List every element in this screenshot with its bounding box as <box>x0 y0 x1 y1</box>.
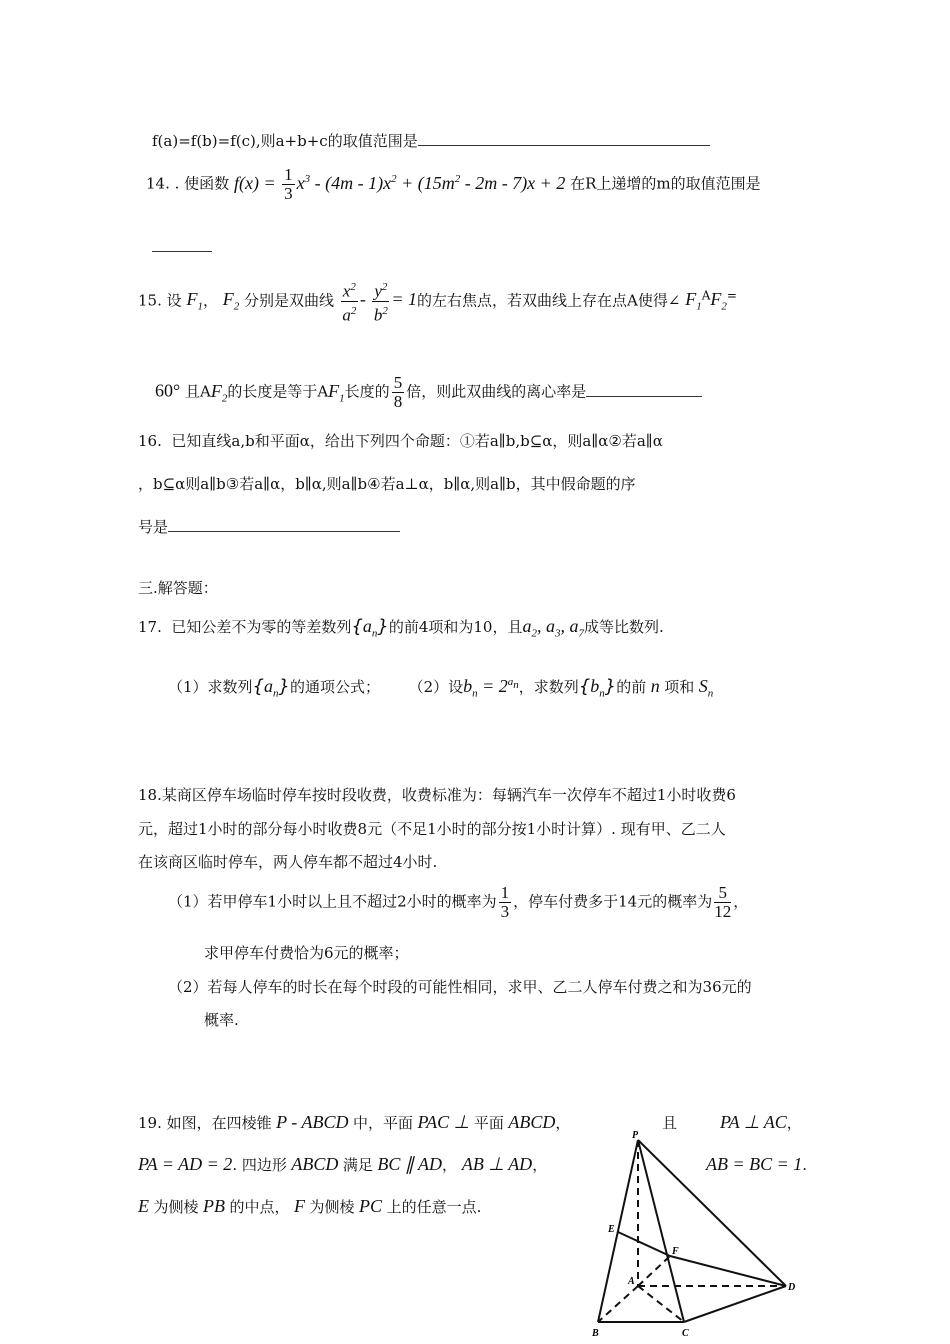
q13-tail-line <box>152 130 710 151</box>
q19-line1 <box>138 1112 570 1133</box>
edge-cd <box>684 1286 786 1322</box>
q16-number: 16. <box>138 432 162 450</box>
q19-b3: 满足 <box>342 1156 373 1174</box>
q16-answer-blank[interactable] <box>168 530 400 532</box>
q15-degree: 60° <box>155 380 181 401</box>
label-p: P <box>632 1130 639 1141</box>
q15-af2: $F_2$ <box>210 380 228 405</box>
q19-a1: 19. 如图，在四棱锥 <box>138 1114 272 1132</box>
q19-pb: PB <box>198 1196 230 1216</box>
label-b: B <box>592 1328 599 1339</box>
q16-line1 <box>138 430 663 451</box>
q17-text1: 已知公差不为零的等差数列 <box>171 618 352 636</box>
q17-p2-seq: $\{b_n\}$ <box>578 676 617 700</box>
q18-p1-line <box>168 884 748 921</box>
q17-p1: （1）求数列 <box>168 678 253 696</box>
q15-answer-blank[interactable] <box>586 395 702 397</box>
q14-blank-line <box>152 238 212 256</box>
q19-pyramid: P - ABCD <box>271 1112 353 1132</box>
q15-qie: 且A <box>184 382 211 401</box>
q15-ratio: $\frac{5}{8}$ <box>393 373 403 411</box>
q14-answer-blank[interactable] <box>152 250 212 252</box>
q15-line1: 15. 设 $F_1$， $F_2$ 分别是双曲线 $\frac{x^2}{a^2}$ - $\frac{y^2}{b^2}$ = 1的左右焦点，若双曲线上存在点A使得∠ $F_1^AF_2^=$ <box>138 278 737 324</box>
edge-pc <box>638 1140 684 1322</box>
label-f: F <box>672 1246 679 1257</box>
q16-line2 <box>138 473 636 494</box>
q17-text3: 成等比数列. <box>583 618 664 636</box>
q16-line3 <box>138 516 400 537</box>
q17-p2c: 的前 <box>616 678 647 696</box>
q15-len2: 长度的 <box>344 382 390 401</box>
q14-line <box>146 166 761 203</box>
q19-ab-perp-ad: AB ⊥ AD <box>461 1154 533 1174</box>
q19-a3: 平面 <box>473 1114 504 1132</box>
label-e: E <box>608 1224 615 1235</box>
q17-number: 17. <box>138 618 162 636</box>
q18-line1: 18.某商区停车场临时停车按时段收费，收费标准为：每辆汽车一次停车不超过1小时收费6 <box>138 786 736 804</box>
q15-angle-a: A <box>701 288 711 303</box>
q17-parts <box>168 676 713 700</box>
q15-fenbie: 分别是双曲线 <box>244 291 335 310</box>
q19-plane-abcd: ABCD <box>503 1112 556 1132</box>
q19-a2: 中，平面 <box>352 1114 413 1132</box>
q18-frac-5-12: $\frac{5}{12}$ <box>714 883 732 921</box>
q17-p2b: ，求数列 <box>518 678 579 696</box>
label-d: D <box>788 1282 796 1293</box>
q17-p2d: 项和 <box>664 678 695 696</box>
q18-p1d: 求甲停车付费恰为6元的概率； <box>204 944 409 962</box>
q19-c4: 上的任意一点. <box>386 1198 482 1216</box>
q17-p1b: 的通项公式； <box>289 678 380 696</box>
q14-prefix: . 使函数 <box>174 174 230 193</box>
segment-af <box>638 1256 670 1286</box>
q15-angle-f1: $F_1$ <box>685 289 702 313</box>
q19-c1: 为侧棱 <box>153 1198 199 1216</box>
q17-sn: $S_n$ <box>694 676 714 700</box>
label-c: C <box>682 1328 689 1339</box>
q19-c2: 的中点， <box>229 1198 290 1216</box>
q18-p1a: （1）若甲停车1小时以上且不超过2小时的概率为 <box>168 892 497 911</box>
q19-plane-pac: PAC ⊥ <box>412 1112 474 1132</box>
q13-answer-blank[interactable] <box>418 144 710 146</box>
q15-af1: $F_1$ <box>328 380 345 405</box>
q17-terms: $a_2$, $a_3$, $a_7$ <box>522 616 584 640</box>
edge-pb <box>598 1140 638 1322</box>
q19-c3: 为侧棱 <box>309 1198 355 1216</box>
q15-len1: 的长度是等于A <box>227 382 329 401</box>
q14-number: 14. <box>146 174 170 193</box>
q19-abcd: ABCD <box>286 1154 343 1174</box>
q19-b2: . 四边形 <box>232 1156 287 1174</box>
q19-ab-bc: AB = BC = 1. <box>706 1154 808 1174</box>
edge-pd <box>638 1140 786 1286</box>
section3-heading: 三.解答题： <box>138 579 218 597</box>
q19-line3 <box>138 1196 481 1217</box>
q17-p2: （2）设 <box>408 678 464 696</box>
q19-f: F <box>289 1196 310 1216</box>
q17-text2: 的前4项和为10，且 <box>388 618 523 636</box>
q19-a4: ， <box>555 1114 571 1132</box>
q19-line2: PA = AD = 2. 四边形 ABCD 满足 BC ∥ AD， AB ⊥ AD， <box>138 1154 548 1174</box>
q19-pa-ad: PA = AD = 2 <box>138 1154 233 1174</box>
q13-text: f(a)=f(b)=f(c),则a+b+c的取值范围是 <box>152 132 418 150</box>
q18-p1b: ，停车付费多于14元的概率为 <box>513 892 713 911</box>
q16-text2: ，b⊆α则a∥b③若a∥α，b∥α,则a∥b④若a⊥α，b∥α,则a∥b，其中假命题的序 <box>138 475 636 493</box>
label-a: A <box>628 1276 635 1287</box>
q16-text1: 已知直线a,b和平面α，给出下列四个命题：①若a∥b,b⊆α，则a∥α②若a∥α <box>171 432 663 450</box>
q18-line2: 元，超过1小时的部分每小时收费8元（不足1小时的部分按1小时计算）. 现有甲、乙二人 <box>138 820 726 838</box>
q17-n: n <box>646 676 665 696</box>
q15-number: 15. <box>138 291 162 310</box>
q15-mid: 的左右焦点，若双曲线上存在点A使得∠ <box>417 291 681 310</box>
q17-bn-def: $b_n = 2^{a_n}$ <box>463 676 519 700</box>
pyramid-figure <box>590 1124 810 1344</box>
q15-she: 设 <box>166 291 182 310</box>
q19-qie: 且 <box>662 1114 678 1132</box>
q18-p1c: ， <box>733 892 749 911</box>
q15-line2 <box>155 374 702 411</box>
q19-ab-bc-text: AB = BC = 1 <box>706 1154 803 1174</box>
q15-hyperbola: $\frac{x^2}{a^2}$ - $\frac{y^2}{b^2}$ = 1 <box>339 289 417 309</box>
q17-seq-an: $\{a_n\}$ <box>351 616 389 640</box>
q15-f1: $F_1$ <box>186 289 203 313</box>
q16-text3: 号是 <box>138 518 169 536</box>
q18-p2b: 概率. <box>204 1011 239 1029</box>
q17-line1 <box>138 616 664 640</box>
q19-e: E <box>138 1196 154 1216</box>
q19-pc: PC <box>354 1196 387 1216</box>
q19-pa-perp-ac: PA ⊥ AC， <box>720 1112 802 1132</box>
q18-frac-1-3: $\frac{1}{3}$ <box>500 883 510 921</box>
q19-bc-ad: BC ∥ AD <box>372 1154 443 1174</box>
q15-f2: $F_2$ <box>222 289 240 313</box>
q14-suffix: 在R上递增的m的取值范围是 <box>570 174 761 193</box>
q15-tail: 倍，则此双曲线的离心率是 <box>406 382 587 401</box>
q18-p2a: （2）若每人停车的时长在每个时段的可能性相同，求甲、乙二人停车付费之和为36元的 <box>168 978 752 996</box>
q19-b4: ， <box>442 1156 458 1174</box>
q17-p1-seq: $\{a_n\}$ <box>252 676 290 700</box>
q15-angle-f2: $F_2$ <box>710 289 727 313</box>
q15-eq: = <box>726 288 737 303</box>
segment-fd <box>670 1256 786 1286</box>
q18-line3: 在该商区临时停车，两人停车都不超过4小时. <box>138 853 438 871</box>
q14-formula: f(x) = $\frac{1}{3}$ $x^3 - (4m - 1)x^2 + (15m^2 - 2m - 7)x + 2$ <box>233 165 566 203</box>
